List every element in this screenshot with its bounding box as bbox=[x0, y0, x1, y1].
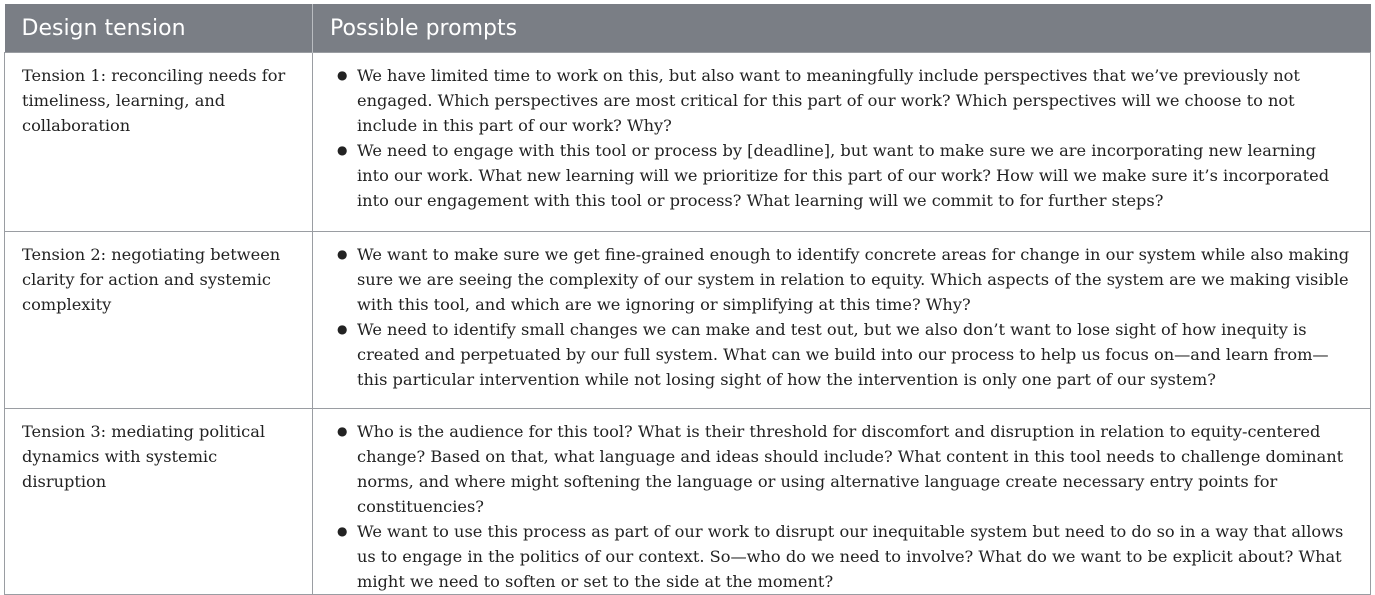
table-row bbox=[5, 53, 1371, 232]
prompt-text: We need to identify small changes we can make and test out, but we also don’t want to lose sight of how inequity is created and perpetuated by our full system. What can we build into our process to help us focus on—and learn from—this particular intervention while not losing sight of how the intervention is only one part of our system? bbox=[357, 320, 1329, 389]
bullet-icon: ● bbox=[337, 143, 348, 157]
table-header bbox=[5, 4, 1371, 53]
table-body bbox=[5, 53, 1371, 595]
prompt-text: We want to make sure we get fine-grained enough to identify concrete areas for change in our system while also making sure we are seeing the complexity of our system in relation to equity. Which aspects of the system are we making visible with this tool, and which are we ignoring or simplifying at this time? Why? bbox=[357, 245, 1350, 314]
table-row bbox=[5, 409, 1371, 595]
tension-cell: Tension 1: reconciling needs for timeliness, learning, and collaboration bbox=[5, 53, 313, 232]
prompts-cell bbox=[313, 409, 1371, 595]
bullet-icon: ● bbox=[337, 247, 348, 261]
prompt-item bbox=[337, 519, 1352, 594]
tension-cell: Tension 3: mediating political dynamics with systemic disruption bbox=[5, 409, 313, 595]
bullet-icon: ● bbox=[337, 424, 348, 438]
prompts-cell bbox=[313, 53, 1371, 232]
prompt-text: Who is the audience for this tool? What is their threshold for discomfort and disruption in relation to equity-centered change? Based on that, what language and ideas should include? What content in this tool needs to challenge dominant norms, and where might softening the language or using alternative language create necessary entry points for constituencies? bbox=[357, 422, 1344, 516]
prompts-cell bbox=[313, 232, 1371, 409]
design-tension-table bbox=[4, 4, 1371, 595]
prompt-item bbox=[337, 63, 1352, 138]
prompt-list bbox=[337, 419, 1352, 594]
prompt-item bbox=[337, 242, 1352, 317]
header-possible-prompts: Possible prompts bbox=[313, 4, 1371, 53]
design-tension-table-container bbox=[4, 4, 1370, 591]
prompt-text: We have limited time to work on this, but also want to meaningfully include perspectives that we’ve previously not engaged. Which perspectives are most critical for this part of our work? Which perspectives will we choose to not include in this part of our work? Why? bbox=[357, 66, 1300, 135]
prompt-text: We want to use this process as part of our work to disrupt our inequitable system but need to do so in a way that allows us to engage in the politics of our context. So—who do we need to involve? What do we want to be explicit about? What might we need to soften or set to the side at the moment? bbox=[357, 522, 1344, 591]
prompt-text: We need to engage with this tool or process by [deadline], but want to make sure we are incorporating new learning into our work. What new learning will we prioritize for this part of our work? How will we make sure it’s incorporated into our engagement with this tool or process? What learning will we commit to for further steps? bbox=[357, 141, 1330, 210]
prompt-list bbox=[337, 242, 1352, 392]
prompt-list bbox=[337, 63, 1352, 213]
tension-cell: Tension 2: negotiating between clarity for action and systemic complexity bbox=[5, 232, 313, 409]
bullet-icon: ● bbox=[337, 68, 348, 82]
header-design-tension: Design tension bbox=[5, 4, 313, 53]
prompt-item bbox=[337, 317, 1352, 392]
bullet-icon: ● bbox=[337, 322, 348, 336]
table-row bbox=[5, 232, 1371, 409]
bullet-icon: ● bbox=[337, 524, 348, 538]
prompt-item bbox=[337, 138, 1352, 213]
header-row bbox=[5, 4, 1371, 53]
prompt-item bbox=[337, 419, 1352, 519]
